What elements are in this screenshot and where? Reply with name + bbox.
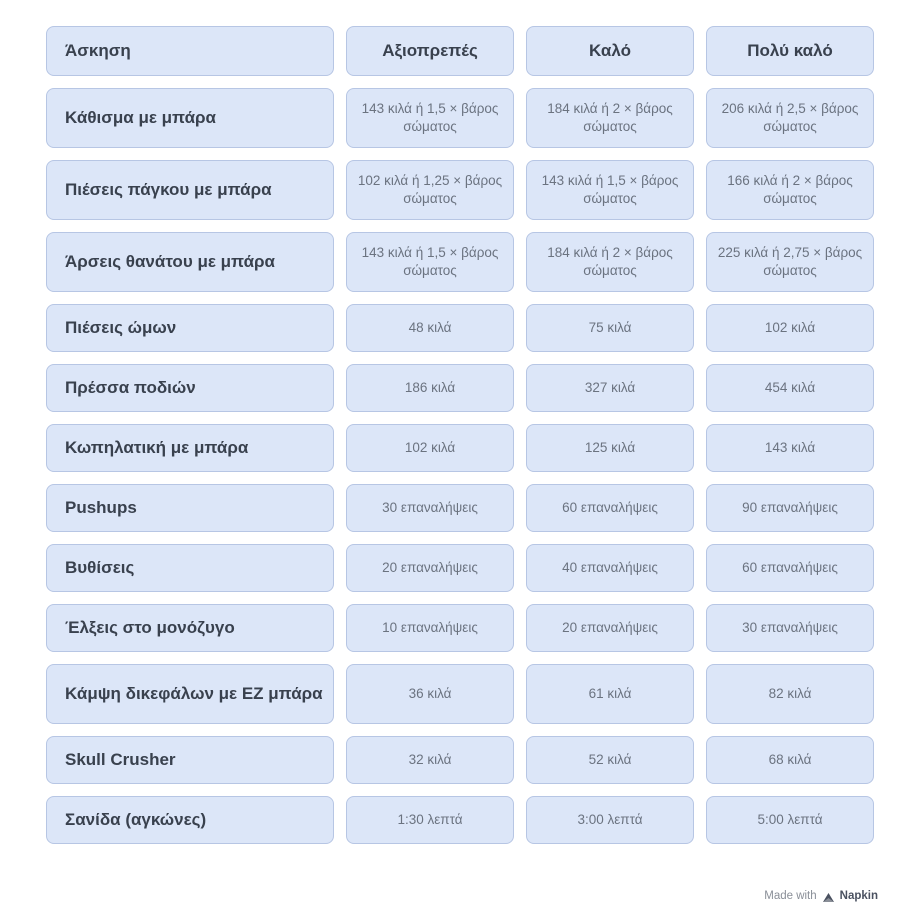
row-value-decent: 36 κιλά	[346, 664, 514, 724]
row-value-very-good: 82 κιλά	[706, 664, 874, 724]
row-label: Πρέσσα ποδιών	[46, 364, 334, 412]
row-value-very-good: 225 κιλά ή 2,75 × βάρος σώματος	[706, 232, 874, 292]
row-label: Σανίδα (αγκώνες)	[46, 796, 334, 844]
row-label: Πιέσεις ώμων	[46, 304, 334, 352]
table-header-row	[46, 26, 878, 76]
watermark-text: Made with	[764, 890, 817, 902]
napkin-logo-icon	[822, 892, 835, 903]
row-value-very-good: 102 κιλά	[706, 304, 874, 352]
column-header-good: Καλό	[526, 26, 694, 76]
row-value-decent: 102 κιλά	[346, 424, 514, 472]
row-value-decent: 186 κιλά	[346, 364, 514, 412]
column-header-decent: Αξιοπρεπές	[346, 26, 514, 76]
row-value-good: 125 κιλά	[526, 424, 694, 472]
row-value-good: 327 κιλά	[526, 364, 694, 412]
row-value-very-good: 166 κιλά ή 2 × βάρος σώματος	[706, 160, 874, 220]
row-value-decent: 32 κιλά	[346, 736, 514, 784]
row-value-very-good: 454 κιλά	[706, 364, 874, 412]
row-value-good: 143 κιλά ή 1,5 × βάρος σώματος	[526, 160, 694, 220]
row-value-good: 40 επαναλήψεις	[526, 544, 694, 592]
table-row	[46, 664, 878, 724]
row-value-very-good: 90 επαναλήψεις	[706, 484, 874, 532]
row-value-good: 184 κιλά ή 2 × βάρος σώματος	[526, 88, 694, 148]
row-value-decent: 30 επαναλήψεις	[346, 484, 514, 532]
row-value-decent: 102 κιλά ή 1,25 × βάρος σώματος	[346, 160, 514, 220]
row-value-good: 184 κιλά ή 2 × βάρος σώματος	[526, 232, 694, 292]
row-value-very-good: 68 κιλά	[706, 736, 874, 784]
table-row	[46, 364, 878, 412]
row-value-decent: 48 κιλά	[346, 304, 514, 352]
row-value-decent: 10 επαναλήψεις	[346, 604, 514, 652]
row-value-very-good: 5:00 λεπτά	[706, 796, 874, 844]
row-label: Κάμψη δικεφάλων με EZ μπάρα	[46, 664, 334, 724]
row-value-good: 75 κιλά	[526, 304, 694, 352]
row-label: Pushups	[46, 484, 334, 532]
table-row	[46, 304, 878, 352]
table-row	[46, 160, 878, 220]
row-label: Πιέσεις πάγκου με μπάρα	[46, 160, 334, 220]
row-value-decent: 20 επαναλήψεις	[346, 544, 514, 592]
row-value-good: 3:00 λεπτά	[526, 796, 694, 844]
row-label: Κωπηλατική με μπάρα	[46, 424, 334, 472]
watermark-brand: Napkin	[839, 890, 878, 902]
table-row	[46, 232, 878, 292]
row-value-good: 61 κιλά	[526, 664, 694, 724]
row-value-decent: 143 κιλά ή 1,5 × βάρος σώματος	[346, 232, 514, 292]
row-value-good: 52 κιλά	[526, 736, 694, 784]
row-value-very-good: 206 κιλά ή 2,5 × βάρος σώματος	[706, 88, 874, 148]
row-value-good: 20 επαναλήψεις	[526, 604, 694, 652]
table-row	[46, 544, 878, 592]
table-row	[46, 736, 878, 784]
row-value-very-good: 143 κιλά	[706, 424, 874, 472]
table-row	[46, 796, 878, 844]
table-row	[46, 484, 878, 532]
row-label: Βυθίσεις	[46, 544, 334, 592]
row-label: Έλξεις στο μονόζυγο	[46, 604, 334, 652]
exercise-standards-table	[46, 26, 878, 844]
row-value-decent: 1:30 λεπτά	[346, 796, 514, 844]
column-header-very-good: Πολύ καλό	[706, 26, 874, 76]
row-value-good: 60 επαναλήψεις	[526, 484, 694, 532]
row-value-very-good: 60 επαναλήψεις	[706, 544, 874, 592]
row-label: Άρσεις θανάτου με μπάρα	[46, 232, 334, 292]
row-value-very-good: 30 επαναλήψεις	[706, 604, 874, 652]
row-label: Κάθισμα με μπάρα	[46, 88, 334, 148]
column-header-exercise: Άσκηση	[46, 26, 334, 76]
table-row	[46, 88, 878, 148]
row-value-decent: 143 κιλά ή 1,5 × βάρος σώματος	[346, 88, 514, 148]
table-row	[46, 604, 878, 652]
row-label: Skull Crusher	[46, 736, 334, 784]
table-row	[46, 424, 878, 472]
watermark	[764, 890, 878, 902]
